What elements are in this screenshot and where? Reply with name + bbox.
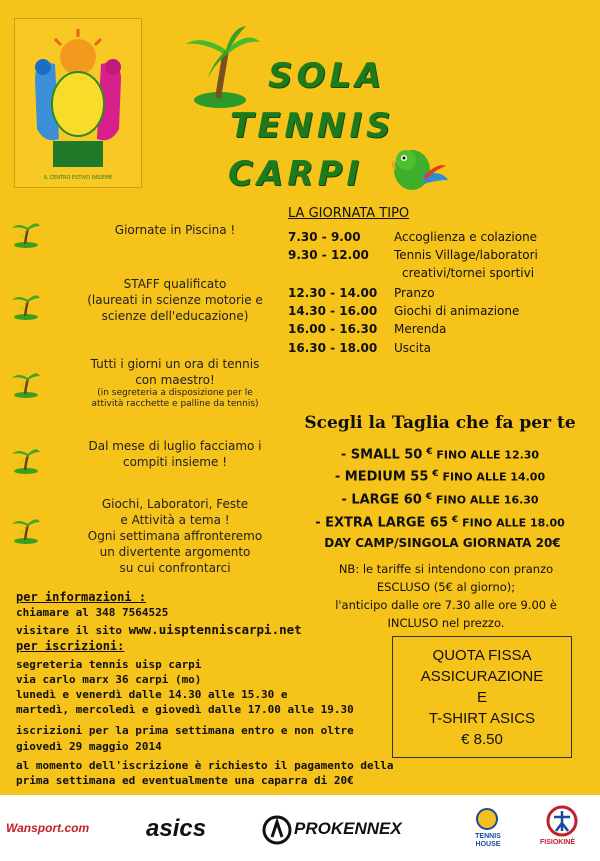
- info-deadline1: iscrizioni per la prima settimana entro e non oltre: [16, 724, 354, 737]
- nb-line: ESCLUSO (5€ al giorno);: [376, 580, 516, 594]
- size-label: - SMALL 50: [340, 447, 423, 463]
- sun-people-logo-icon: [15, 19, 141, 187]
- quota-box: [392, 636, 572, 758]
- feature-line: Dal mese di luglio facciamo i: [88, 439, 262, 453]
- feature-tennis: [60, 356, 290, 410]
- sizes-title: Scegli la Taglia che fa per te: [304, 413, 576, 433]
- euro-sign: €: [425, 491, 433, 502]
- info-hours2: martedì, mercoledì e giovedì dalle 17.00 alle 19.30: [16, 703, 354, 716]
- feature-line: (laureati in scienze motorie e: [87, 293, 263, 307]
- sponsor-bar: [0, 795, 600, 861]
- quota-line: ASSICURAZIONE: [420, 668, 544, 685]
- feature-giochi: [60, 496, 290, 576]
- uisp-logo: [14, 18, 142, 188]
- size-label: - EXTRA LARGE 65: [315, 515, 449, 531]
- size-until: FINO ALLE 14.00: [442, 470, 546, 484]
- info-heading: per informazioni :: [16, 590, 147, 604]
- schedule-row: [288, 286, 435, 300]
- title-tennis: TENNIS: [230, 106, 395, 146]
- schedule-time: 7.30 - 9.00: [288, 230, 361, 244]
- schedule-time: 14.30 - 16.00: [288, 304, 378, 318]
- feature-line: Giornate in Piscina !: [114, 223, 236, 237]
- enroll-heading: per iscrizioni:: [16, 639, 125, 653]
- prokennex-emblem-icon: [262, 815, 292, 845]
- feature-line: Giochi, Laboratori, Feste: [101, 497, 249, 511]
- info-payment2: prima settimana ed eventualmente una caparra di 20€: [16, 774, 354, 787]
- info-site-prefix: visitare il sito: [16, 624, 122, 637]
- schedule-activity: Merenda: [394, 322, 447, 336]
- schedule-activity: Tennis Village/laboratori: [394, 248, 538, 262]
- info-seg1: segreteria tennis uisp carpi: [16, 658, 202, 671]
- schedule-time: 9.30 - 12.00: [288, 248, 369, 262]
- quota-line: QUOTA FISSA: [432, 647, 532, 664]
- info-phone: chiamare al 348 7564525: [16, 606, 169, 619]
- schedule-activity: Pranzo: [394, 286, 435, 300]
- quota-line: E: [476, 689, 487, 706]
- nb-line: NB: le tariffe si intendono con pranzo: [338, 562, 554, 576]
- feature-line: Ogni settimana affronteremo: [87, 529, 263, 543]
- feature-line: compiti insieme !: [122, 455, 228, 469]
- logo-caption: IL CENTRO ESTIVO INSIEME: [43, 175, 113, 181]
- schedule-activity: Accoglienza e colazione: [394, 230, 538, 244]
- sponsor-wansport-logo: Wansport.com: [6, 821, 90, 835]
- schedule-activity: Giochi di animazione: [394, 304, 520, 318]
- sponsor-prokennex-logo: PROKENNEX: [294, 819, 402, 838]
- feature-line: con maestro!: [135, 373, 215, 387]
- size-small: [290, 446, 590, 463]
- sponsor-tennis-house-logo: TENNIS HOUSE: [475, 833, 501, 848]
- feature-line: e Attività a tema !: [120, 513, 230, 527]
- feature-compiti: [60, 438, 290, 470]
- palm-island-icon: [182, 24, 262, 110]
- schedule-row: [288, 230, 538, 244]
- schedule-row: [288, 322, 447, 336]
- parrot-icon: [388, 140, 450, 198]
- schedule-time: 12.30 - 14.00: [288, 286, 378, 300]
- size-medium: [290, 468, 590, 485]
- euro-sign: €: [432, 468, 439, 479]
- quota-line: € 8.50: [461, 731, 503, 748]
- schedule-row: [288, 266, 535, 280]
- feature-line: scienze dell'educazione): [101, 309, 249, 323]
- schedule-title: LA GIORNATA TIPO: [288, 206, 410, 221]
- feature-line: STAFF qualificato: [123, 277, 227, 291]
- size-extra-large: [290, 514, 590, 531]
- schedule-row: [288, 248, 538, 262]
- palm-tree-icon: [12, 446, 40, 474]
- euro-sign: €: [451, 514, 459, 525]
- schedule-activity: Uscita: [394, 341, 432, 355]
- palm-tree-icon: [12, 516, 40, 544]
- schedule-time: 16.00 - 16.30: [288, 322, 378, 336]
- day-camp-price: DAY CAMP/SINGOLA GIORNATA 20€: [324, 536, 561, 550]
- size-until: FINO ALLE 12.30: [436, 448, 540, 462]
- quota-line: T-SHIRT ASICS: [428, 710, 536, 727]
- sponsor-asics-logo: asics: [146, 815, 207, 842]
- size-large: [290, 491, 590, 508]
- website-link[interactable]: www.uisptenniscarpi.net: [128, 622, 302, 637]
- title-isola: SOLA: [268, 56, 386, 96]
- schedule-row: [288, 341, 432, 355]
- feature-line: un divertente argomento: [99, 545, 251, 559]
- info-deadline2: giovedì 29 maggio 2014: [16, 740, 162, 753]
- size-until: FINO ALLE 18.00: [462, 516, 565, 530]
- title-carpi: CARPI: [228, 154, 364, 194]
- fisiokine-emblem-icon: [546, 805, 578, 837]
- nb-line: INCLUSO nel prezzo.: [387, 616, 505, 630]
- palm-tree-icon: [12, 370, 40, 398]
- sponsor-fisiokine-logo: FISIOKINÈ: [540, 839, 576, 846]
- size-label: - MEDIUM 55: [334, 469, 429, 485]
- palm-tree-icon: [12, 292, 40, 320]
- feature-line: su cui confrontarci: [119, 561, 231, 575]
- feature-staff: [60, 276, 290, 324]
- feature-note: (in segreteria a disposizione per le: [97, 388, 253, 398]
- info-hours1: lunedì e venerdì dalle 14.30 alle 15.30 e: [16, 688, 288, 701]
- feature-note: attività racchette e palline da tennis): [91, 399, 259, 409]
- schedule-activity: creativi/tornei sportivi: [402, 266, 535, 280]
- tennis-house-emblem-icon: [472, 807, 502, 831]
- palm-tree-icon: [12, 220, 40, 248]
- euro-sign: €: [426, 446, 433, 457]
- info-seg2: via carlo marx 36 carpi (mo): [16, 673, 202, 686]
- feature-line: Tutti i giorni un ora di tennis: [90, 357, 260, 371]
- info-payment1: al momento dell'iscrizione è richiesto il pagamento della: [16, 759, 394, 772]
- info-site: [16, 622, 302, 637]
- size-until: FINO ALLE 16.30: [435, 493, 539, 507]
- schedule-time: 16.30 - 18.00: [288, 341, 378, 355]
- nb-line: l'anticipo dalle ore 7.30 alle ore 9.00 è: [335, 598, 557, 612]
- schedule-row: [288, 304, 520, 318]
- feature-piscina: [60, 222, 290, 238]
- size-label: - LARGE 60: [341, 492, 422, 508]
